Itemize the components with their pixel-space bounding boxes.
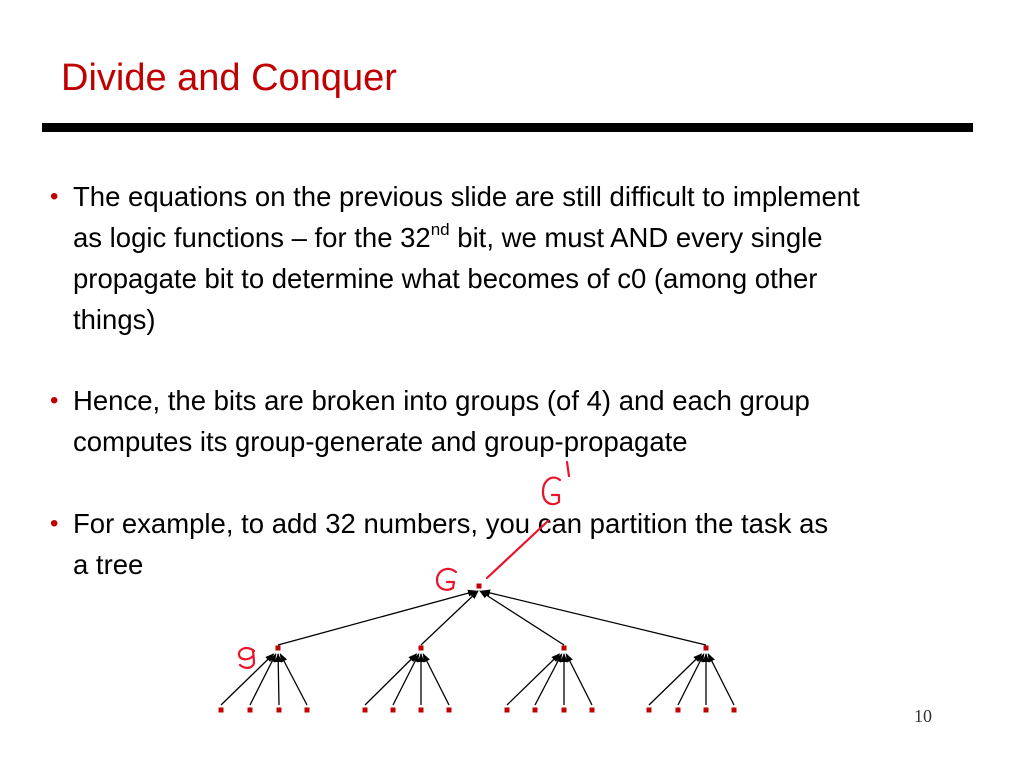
text-run: bit, we must AND every single (449, 222, 823, 253)
bullet-line (73, 380, 1000, 421)
tree-leaf-node (447, 708, 452, 713)
tree-edge-leaf-to-group (423, 654, 449, 705)
tree-leaf-node (419, 708, 424, 713)
handwritten-prime-mark (567, 462, 569, 476)
tree-edge-leaf-to-group (365, 654, 417, 705)
bullet-item-2 (50, 380, 1000, 462)
tree-edge-leaf-to-group (393, 654, 419, 705)
tree-edge-group-to-root (482, 591, 706, 645)
tree-edge-leaf-to-group (250, 654, 276, 705)
bullet-marker: • (50, 510, 59, 537)
bullet-line (73, 258, 1000, 299)
tree-edge-leaf-to-group (708, 654, 734, 705)
tree-leaf-node (704, 708, 709, 713)
text-run: as logic functions – for the 32 (73, 222, 431, 253)
bullet-text (50, 176, 1000, 340)
tree-leaf-node (505, 708, 510, 713)
tree-edge-leaf-to-group (535, 654, 562, 705)
bullet-marker: • (50, 387, 59, 414)
slide-number: 10 (914, 706, 932, 726)
tree-edge-group-to-root (278, 591, 476, 645)
bullet-item-3 (50, 503, 1000, 585)
bullet-item-1 (50, 176, 1000, 340)
tree-leaf-node (219, 708, 224, 713)
tree-edge-leaf-to-group (678, 654, 704, 705)
text-run: things) (73, 304, 156, 335)
tree-nodes (219, 584, 737, 713)
handwritten-label-g-prime (543, 478, 560, 504)
tree-leaf-node (590, 708, 595, 713)
superscript: nd (430, 220, 450, 239)
tree-group-node (276, 646, 281, 651)
tree-leaf-node (248, 708, 253, 713)
tree-edges (221, 591, 734, 705)
text-run: The equations on the previous slide are still difficult to implement (73, 181, 860, 212)
tree-edge-leaf-to-group (507, 654, 559, 705)
title-divider (42, 123, 973, 132)
tree-leaf-node (676, 708, 681, 713)
tree-edge-leaf-to-group (280, 654, 307, 705)
tree-leaf-node (363, 708, 368, 713)
bullet-line (73, 503, 1000, 544)
tree-edge-group-to-root (480, 591, 564, 645)
bullet-text (50, 503, 1000, 585)
tree-edge-group-to-root (421, 591, 478, 645)
bullet-text (50, 380, 1000, 462)
tree-group-node (419, 646, 424, 651)
bullet-line (73, 299, 1000, 340)
tree-leaf-node (533, 708, 538, 713)
tree-leaf-node (647, 708, 652, 713)
tree-edge-leaf-to-group (566, 654, 592, 705)
handwritten-label-small-g (239, 648, 254, 668)
tree-leaf-node (277, 708, 282, 713)
text-run: For example, to add 32 numbers, you can partition the task as (73, 508, 829, 539)
tree-group-node (704, 646, 709, 651)
bullet-line (73, 176, 1000, 217)
tree-edge-leaf-to-group (221, 654, 273, 705)
bullet-line (73, 544, 1000, 585)
tree-group-node (562, 646, 567, 651)
tree-edge-leaf-to-group (278, 654, 279, 705)
bullet-line (73, 217, 1000, 258)
text-run: Hence, the bits are broken into groups (of 4) and each group (73, 385, 810, 416)
text-run: a tree (73, 549, 144, 580)
text-run: propagate bit to determine what becomes of c0 (among other (73, 263, 818, 294)
tree-leaf-node (732, 708, 737, 713)
tree-leaf-node (305, 708, 310, 713)
tree-edge-leaf-to-group (649, 654, 701, 705)
slide-title: Divide and Conquer (61, 57, 397, 99)
bullet-line (73, 421, 1000, 462)
tree-leaf-node (562, 708, 567, 713)
bullet-marker: • (50, 183, 59, 210)
tree-leaf-node (391, 708, 396, 713)
text-run: computes its group-generate and group-propagate (73, 426, 688, 457)
